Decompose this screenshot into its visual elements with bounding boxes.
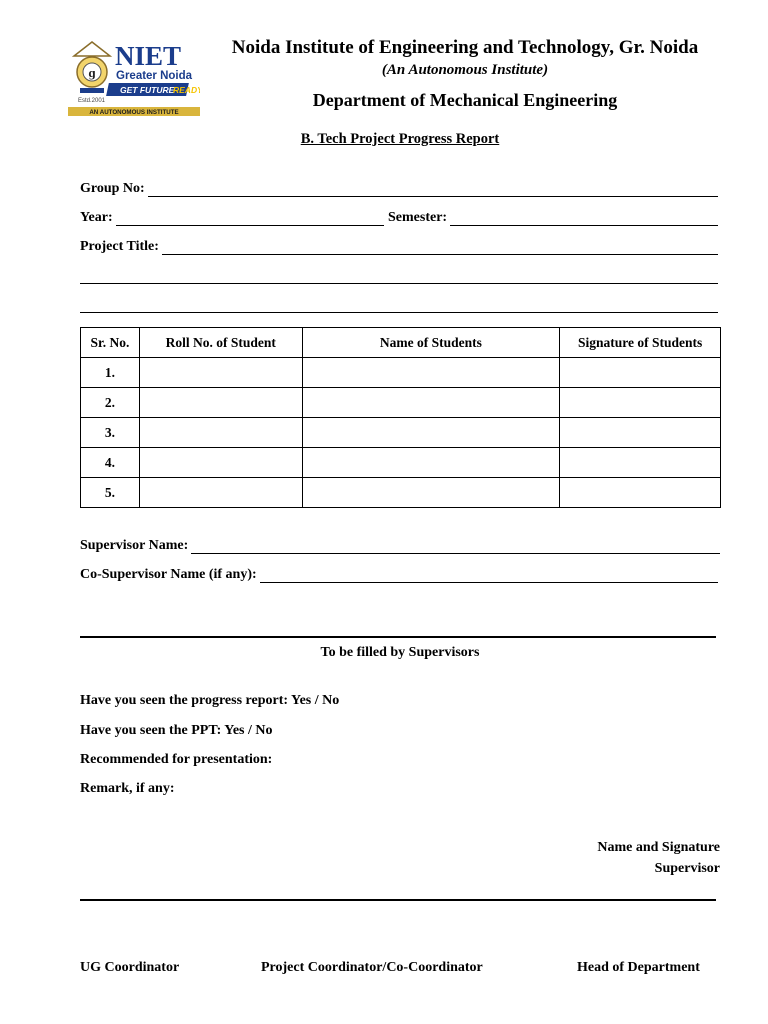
roll-no-cell[interactable] <box>139 388 302 418</box>
row-number: 5. <box>81 478 140 508</box>
signature-cell[interactable] <box>560 448 721 478</box>
semester-label: Semester: <box>388 210 448 225</box>
signature-role: Supervisor <box>654 861 720 876</box>
question-ppt: Have you seen the PPT: Yes / No <box>80 723 273 738</box>
slogan-accent-text: READY <box>173 85 200 95</box>
year-field[interactable] <box>80 210 384 226</box>
project-title-line[interactable] <box>162 241 718 255</box>
year-label: Year: <box>80 210 113 225</box>
table-header-row <box>81 328 721 358</box>
student-name-cell[interactable] <box>302 478 560 508</box>
project-title-field[interactable] <box>80 239 718 255</box>
footer-divider <box>80 899 716 901</box>
supervisor-section-heading: To be filled by Supervisors <box>320 645 480 660</box>
section-divider <box>80 636 716 638</box>
signature-caption: Name and Signature <box>597 840 720 855</box>
roll-no-cell[interactable] <box>139 358 302 388</box>
slogan-text: GET FUTURE <box>120 85 175 95</box>
col-roll-no: Roll No. of Student <box>139 328 302 358</box>
student-name-cell[interactable] <box>302 358 560 388</box>
roll-no-cell[interactable] <box>139 478 302 508</box>
head-of-department-label: Head of Department <box>577 960 700 975</box>
table-row <box>81 448 721 478</box>
autonomous-badge-text: AN AUTONOMOUS INSTITUTE <box>89 109 179 116</box>
project-title-line-2[interactable] <box>80 283 718 284</box>
students-table <box>80 327 721 508</box>
project-title-line-3[interactable] <box>80 312 718 313</box>
group-no-line[interactable] <box>148 183 718 197</box>
row-number: 4. <box>81 448 140 478</box>
project-coordinator-label: Project Coordinator/Co-Coordinator <box>261 960 483 975</box>
signature-cell[interactable] <box>560 418 721 448</box>
supervisor-name-line[interactable] <box>191 540 720 554</box>
niet-logo <box>68 40 200 116</box>
estd-text: Estd.2001 <box>78 98 106 104</box>
supervisor-name-label: Supervisor Name: <box>80 538 189 553</box>
year-line[interactable] <box>116 212 384 226</box>
semester-field[interactable] <box>388 210 718 226</box>
table-row <box>81 418 721 448</box>
svg-text:ɡ: ɡ <box>88 65 96 80</box>
semester-line[interactable] <box>450 212 718 226</box>
niet-logo-graphic <box>68 40 200 116</box>
table-row <box>81 478 721 508</box>
group-no-label: Group No: <box>80 181 145 196</box>
table-row <box>81 388 721 418</box>
roll-no-cell[interactable] <box>139 448 302 478</box>
col-signature: Signature of Students <box>560 328 721 358</box>
co-supervisor-name-label: Co-Supervisor Name (if any): <box>80 567 257 582</box>
project-title-label: Project Title: <box>80 239 159 254</box>
report-title: B. Tech Project Progress Report <box>300 131 500 147</box>
row-number: 1. <box>81 358 140 388</box>
signature-cell[interactable] <box>560 358 721 388</box>
student-name-cell[interactable] <box>302 418 560 448</box>
institute-name: Noida Institute of Engineering and Technology, Gr. Noida <box>231 37 699 58</box>
city-text: Greater Noida <box>116 70 193 82</box>
brand-text: NIET <box>115 41 182 71</box>
roll-no-cell[interactable] <box>139 418 302 448</box>
row-number: 3. <box>81 418 140 448</box>
autonomous-subtitle: (An Autonomous Institute) <box>381 62 549 78</box>
group-no-field[interactable] <box>80 181 718 197</box>
col-sr-no: Sr. No. <box>81 328 140 358</box>
table-row <box>81 358 721 388</box>
signature-cell[interactable] <box>560 388 721 418</box>
student-name-cell[interactable] <box>302 388 560 418</box>
department-name: Department of Mechanical Engineering <box>312 90 618 110</box>
question-progress-report: Have you seen the progress report: Yes / No <box>80 693 340 708</box>
student-name-cell[interactable] <box>302 448 560 478</box>
ug-coordinator-label: UG Coordinator <box>80 960 180 975</box>
question-recommended: Recommended for presentation: <box>80 752 273 767</box>
signature-cell[interactable] <box>560 478 721 508</box>
col-student-name: Name of Students <box>302 328 560 358</box>
supervisor-name-field[interactable] <box>80 538 720 554</box>
row-number: 2. <box>81 388 140 418</box>
co-supervisor-name-line[interactable] <box>260 569 718 583</box>
question-remark: Remark, if any: <box>80 781 175 796</box>
co-supervisor-name-field[interactable] <box>80 567 718 583</box>
